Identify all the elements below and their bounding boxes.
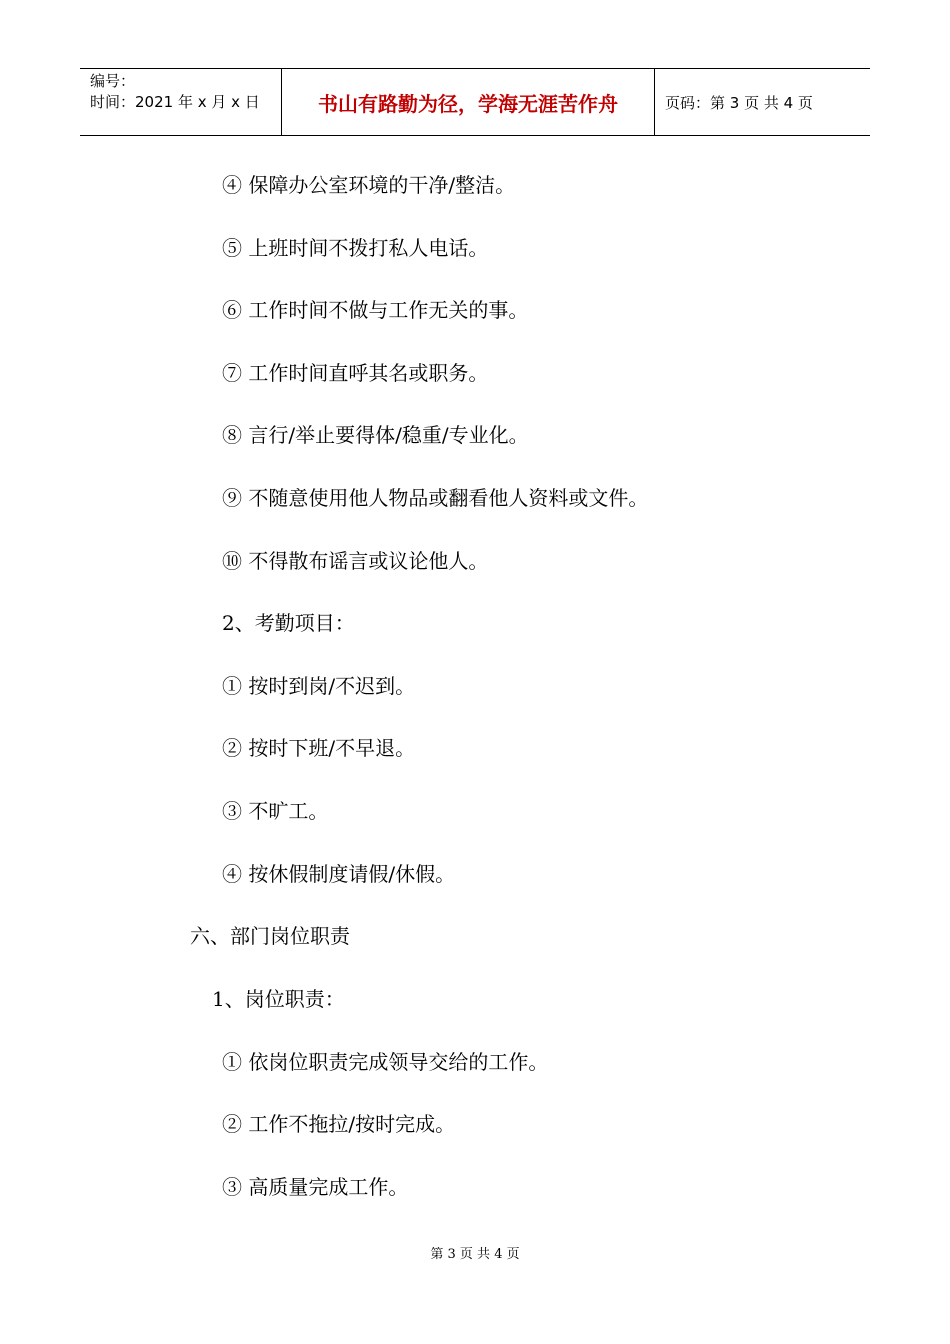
header-page-info: 页码：第 3 页 共 4 页	[665, 93, 813, 112]
serial-number-label: 编号：	[90, 72, 136, 90]
body-line: ④ 保障办公室环境的干净/整洁。	[222, 173, 516, 197]
body-line: ② 工作不拖拉/按时完成。	[222, 1112, 456, 1136]
body-line: ⑦ 工作时间直呼其名或职务。	[222, 361, 489, 385]
header-motto: 书山有路勤为径，学海无涯苦作舟	[281, 69, 655, 135]
date-label: 时间：2021 年 x 月 x 日	[90, 93, 260, 111]
body-line: ⑨ 不随意使用他人物品或翻看他人资料或文件。	[222, 486, 649, 510]
section-heading: 1、岗位职责：	[212, 987, 345, 1011]
body-line: ③ 不旷工。	[222, 799, 329, 823]
body-line: ② 按时下班/不早退。	[222, 736, 416, 760]
body-line: ① 按时到岗/不迟到。	[222, 674, 416, 698]
body-line: ⑥ 工作时间不做与工作无关的事。	[222, 298, 529, 322]
page-footer: 第 3 页 共 4 页	[430, 1247, 520, 1262]
body-line: ④ 按休假制度请假/休假。	[222, 862, 456, 886]
header-meta	[80, 69, 281, 135]
body-line: ⑤ 上班时间不拨打私人电话。	[222, 236, 489, 260]
body-line: ⑧ 言行/举止要得体/稳重/专业化。	[222, 423, 529, 447]
body-line: ③ 高质量完成工作。	[222, 1175, 409, 1199]
section-heading: 2、考勤项目：	[222, 611, 355, 635]
body-line: ⑩ 不得散布谣言或议论他人。	[222, 549, 489, 573]
chapter-heading: 六、部门岗位职责	[190, 924, 350, 948]
page-header	[80, 68, 870, 136]
body-line: ① 依岗位职责完成领导交给的工作。	[222, 1050, 549, 1074]
